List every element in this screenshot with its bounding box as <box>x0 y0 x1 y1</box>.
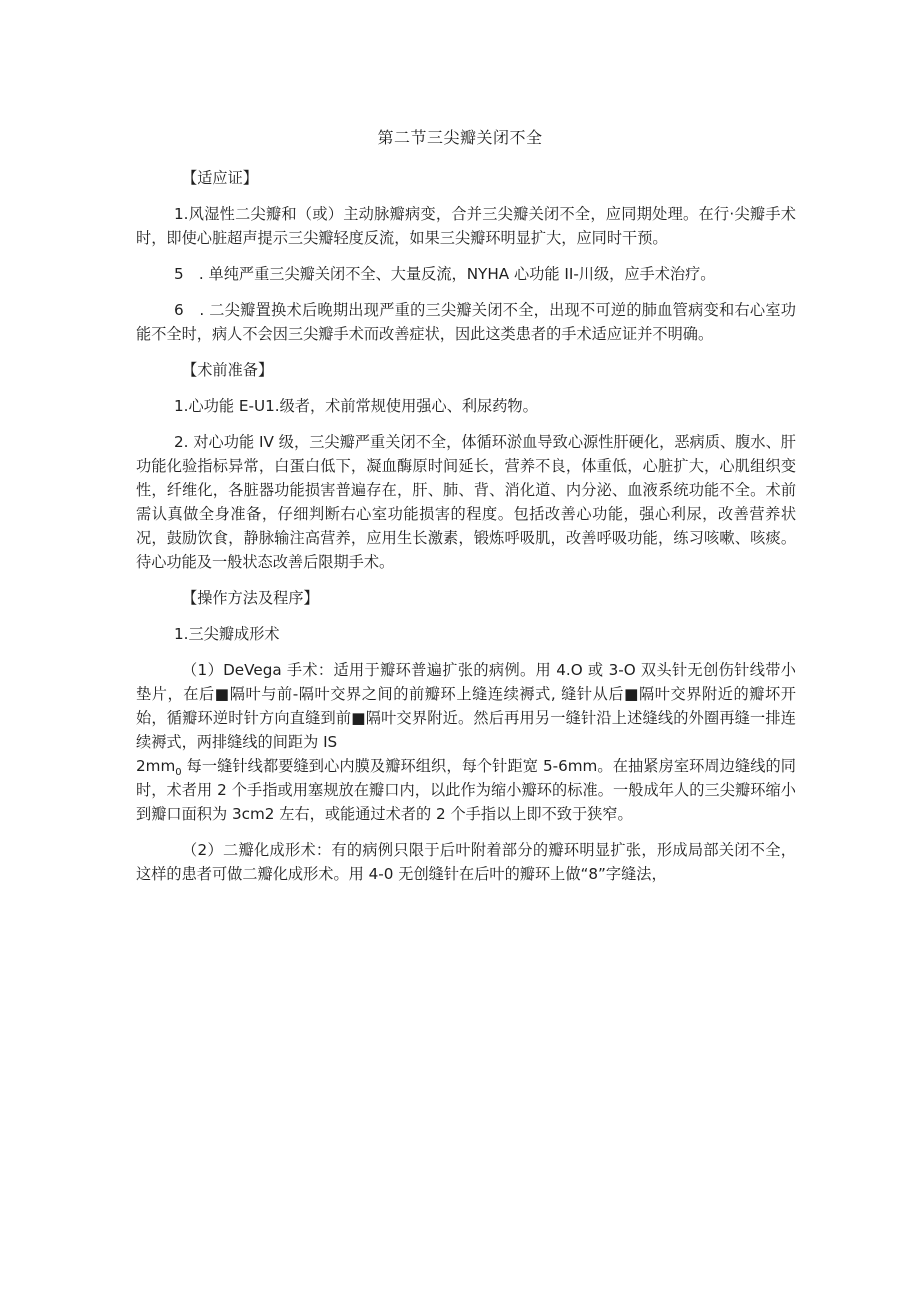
devega-measure-subscript: 0 <box>175 767 182 779</box>
indications-paragraph-2: 5 . 单纯严重三尖瓣关闭不全、大量反流，NYHA 心功能 II-川级，应手术治疗。 <box>174 265 716 283</box>
indications-paragraph-1: 1.风湿性二尖瓣和（或）主动脉瓣病变，合并三尖瓣关闭不全，应同期处理。在行·尖瓣手术时，即使心脏超声提示三尖瓣轻度反流，如果三尖瓣环明显扩大，应同时干预。 <box>136 205 796 247</box>
devega-measure: 2mm <box>136 757 176 775</box>
devega-continued-text: 每一缝针线都要缝到心内膜及瓣环组织，每个针距宽 5-6mm。在抽紧房室环周边缝线的同时，术者用 2 个手指或用塞规放在瓣口内，以此作为缩小瓣环的标准。一般成年人的三尖瓣环缩小到瓣口面积为 3cm2 左右，或能通过术者的 2 个手指以上即不致于狭窄。 <box>136 757 796 823</box>
indications-heading: 【适应证】 <box>182 169 258 187</box>
bicuspidization-paragraph: （2）二瓣化成形术：有的病例只限于后叶附着部分的瓣环明显扩张，形成局部关闭不全，这样的患者可做二瓣化成形术。用 4-0 无创缝针在后叶的瓣环上做“8”字缝法， <box>136 841 796 883</box>
indications-paragraph-3: 6 . 二尖瓣置换术后晚期出现严重的三尖瓣关闭不全，出现不可逆的肺血管病变和右心室功能不全时，病人不会因三尖瓣手术而改善症状，因此这类患者的手术适应证并不明确。 <box>136 301 796 343</box>
devega-paragraph: （1）DeVega 手术：适用于瓣环普遍扩张的病例。用 4.O 或 3-O 双头针无创伤针线带小垫片，在后■隔叶与前-隔叶交界之间的前瓣环上缝连续褥式, 缝针从后■隔叶交界附近的瓣坏开始，循瓣环逆时针方向直缝到前■隔叶交界附近。然后再用另一缝针沿上述缝线的外圈再缝一排连续褥式，两排缝线的间距为 IS <box>136 661 796 751</box>
preop-paragraph-2: 2. 对心功能 IV 级，三尖瓣严重关闭不全，体循环淤血导致心源性肝硬化，恶病质、腹水、肝功能化验指标异常，白蛋白低下，凝血酶原时间延长，营养不良，体重低，心脏扩大，心肌组织变性，纤维化，各脏器功能损害普遍存在，肝、肺、背、消化道、内分泌、血液系统功能不全。术前需认真做全身准备，仔细判断右心室功能损害的程度。包括改善心功能，强心利尿，改善营养状况，鼓励饮食，静脉输注高营养，应用生长激素，锻炼呼吸肌，改善呼吸功能，练习咳嗽、咳痰。待心功能及一般状态改善后限期手术。 <box>136 433 796 571</box>
procedure-heading: 【操作方法及程序】 <box>182 589 319 607</box>
preop-paragraph-1: 1.心功能 E-U1.级者，术前常规使用强心、利尿药物。 <box>174 397 538 415</box>
procedure-item-1: 1.三尖瓣成形术 <box>174 625 280 643</box>
devega-paragraph-continued <box>136 754 796 826</box>
page-title: 第二节三尖瓣关闭不全 <box>377 128 543 147</box>
preop-heading: 【术前准备】 <box>182 361 274 379</box>
document-body <box>136 166 796 898</box>
